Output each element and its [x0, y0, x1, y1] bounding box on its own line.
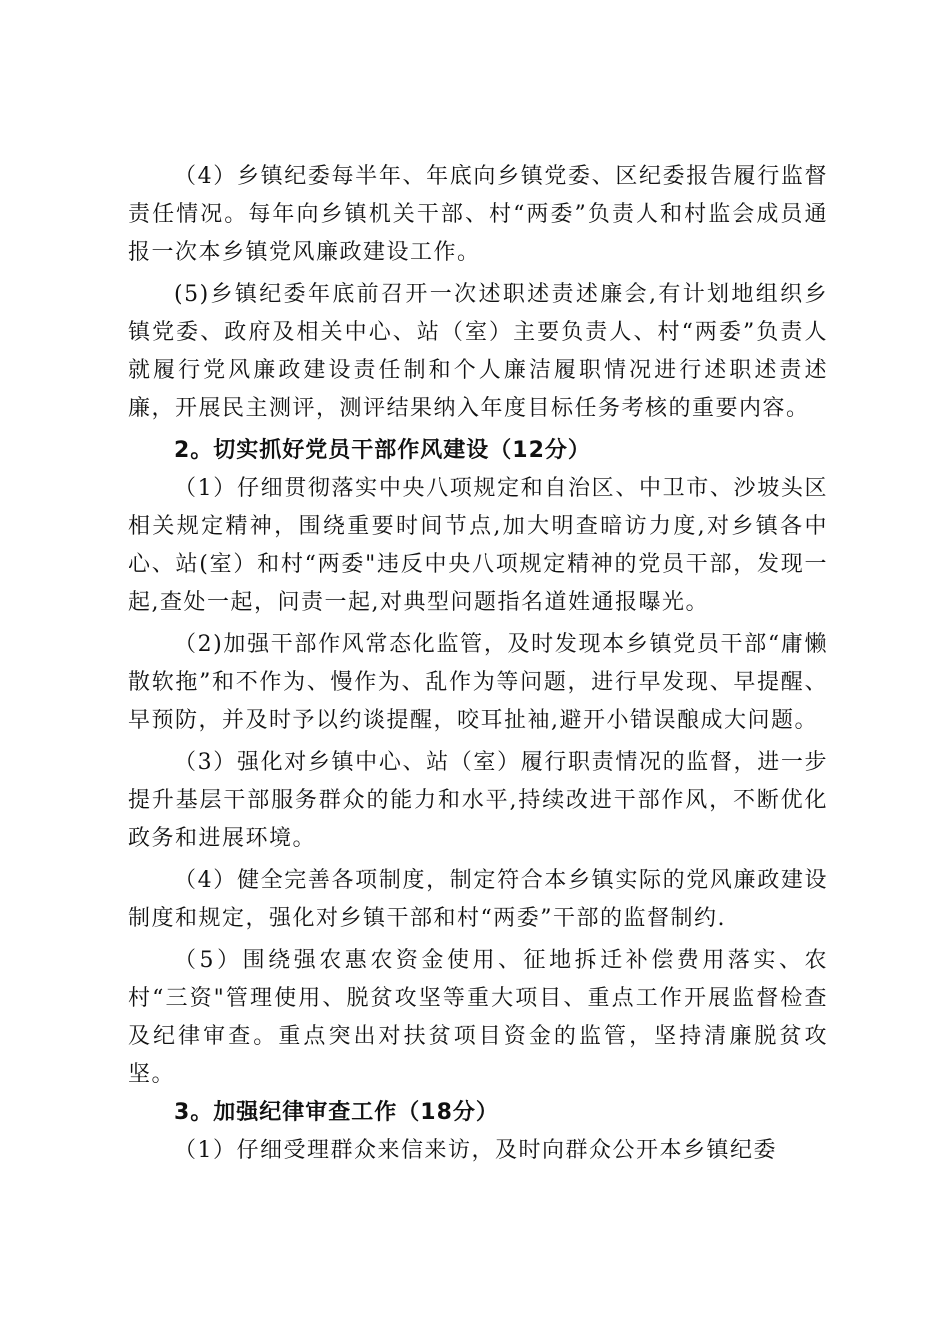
- paragraph-3: （1）仔细贯彻落实中央八项规定和自治区、中卫市、沙坡头区相关规定精神，围绕重要时间节点,加大明查暗访力度,对乡镇各中心、站(室）和村“两委"违反中央八项规定精神的党员干部，发现一起,查处一起，问责一起,对典型问题指名道姓通报曝光。: [128, 476, 828, 615]
- paragraph-8: （1）仔细受理群众来信来访，及时向群众公开本乡镇纪委: [174, 1138, 777, 1163]
- paragraph-1: （4）乡镇纪委每半年、年底向乡镇党委、区纪委报告履行监督责任情况。每年向乡镇机关干部、村“两委”负责人和村监会成员通报一次本乡镇党风廉政建设工作。: [128, 164, 828, 265]
- section-heading-3: 3。加强纪律审查工作（18分）: [174, 1100, 499, 1125]
- paragraph-6: （4）健全完善各项制度，制定符合本乡镇实际的党风廉政建设制度和规定，强化对乡镇干部和村“两委”干部的监督制约.: [128, 868, 828, 931]
- paragraph-2: (5)乡镇纪委年底前召开一次述职述责述廉会,有计划地组织乡镇党委、政府及相关中心、站（室）主要负责人、村“两委”负责人就履行党风廉政建设责任制和个人廉洁履职情况进行述职述责述廉，开展民主测评，测评结果纳入年度目标任务考核的重要内容。: [128, 282, 828, 421]
- paragraph-4: （2)加强干部作风常态化监管，及时发现本乡镇党员干部“庸懒散软拖”和不作为、慢作为、乱作为等问题，进行早发现、早提醒、早预防，并及时予以约谈提醒，咬耳扯袖,避开小错误酿成大问题。: [128, 632, 828, 733]
- paragraph-5: （3）强化对乡镇中心、站（室）履行职责情况的监督，进一步提升基层干部服务群众的能力和水平,持续改进干部作风，不断优化政务和进展环境。: [128, 750, 828, 851]
- section-heading-2: 2。切实抓好党员干部作风建设（12分）: [174, 438, 591, 463]
- paragraph-7: （5）围绕强农惠农资金使用、征地拆迁补偿费用落实、农村“三资"管理使用、脱贫攻坚等重大项目、重点工作开展监督检查及纪律审查。重点突出对扶贫项目资金的监管，坚持清廉脱贫攻坚。: [128, 948, 828, 1087]
- document-page: [128, 158, 828, 1174]
